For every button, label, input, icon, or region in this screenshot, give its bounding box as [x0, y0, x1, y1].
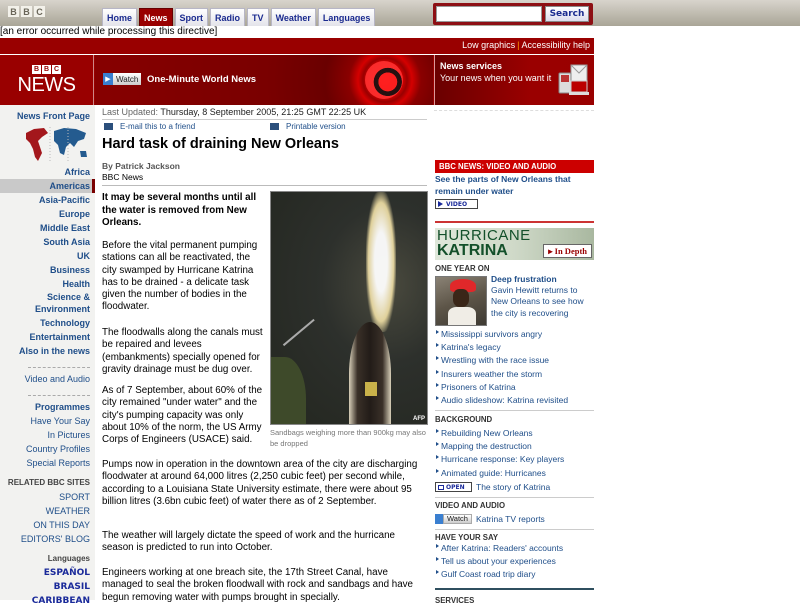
- tab-tv[interactable]: TV: [247, 8, 269, 26]
- list-item-link[interactable]: Prisoners of Katrina: [435, 381, 594, 394]
- tab-home[interactable]: Home: [102, 8, 137, 26]
- globe-icon: [365, 61, 403, 99]
- last-updated: [102, 107, 427, 120]
- sidebar-item-label: Environment: [34, 303, 90, 314]
- article-paragraph: Before the vital permanent pumping stations can all be reactivated, the city swamped by Hurricane Katrina has to be drained - a delicate task given the number of bodies in the floodwater.: [102, 240, 258, 313]
- search-form: [433, 3, 593, 25]
- logo-letter: C: [53, 66, 60, 73]
- sidebar-item-also-in-the-news[interactable]: Also in the news: [18, 346, 90, 356]
- sidebar-nav: [0, 165, 95, 608]
- related-link-weather[interactable]: WEATHER: [45, 506, 90, 516]
- sidebar-item-special-reports[interactable]: Special Reports: [26, 458, 90, 468]
- video-button-label: VIDEO: [446, 200, 468, 208]
- play-icon: [438, 201, 443, 207]
- list-item-link[interactable]: Mississippi survivors angry: [435, 328, 594, 341]
- site-nav-tabs: [102, 8, 375, 26]
- printer-icon: [270, 123, 279, 130]
- tab-radio[interactable]: Radio: [210, 8, 245, 26]
- search-button[interactable]: Search: [545, 6, 589, 22]
- photo-truck: [365, 382, 377, 396]
- sidebar-item-africa[interactable]: Africa: [64, 167, 90, 177]
- search-input[interactable]: [436, 6, 542, 22]
- server-error-message: [an error occurred while processing this directive]: [0, 26, 218, 37]
- banner-line1: HURRICANE: [437, 228, 531, 244]
- envelope-icon: [104, 123, 113, 130]
- related-link-editors-blog[interactable]: EDITORS' BLOG: [20, 534, 90, 544]
- thumbnail-shirt: [448, 307, 476, 326]
- article-headline: Hard task of draining New Orleans: [102, 136, 339, 152]
- printable-version-link[interactable]: [270, 122, 346, 131]
- one-year-on-links: [435, 328, 594, 407]
- have-your-say-heading: HAVE YOUR SAY: [435, 533, 499, 542]
- banner-line2: KATRINA: [437, 242, 508, 259]
- sidebar-item-asia-pacific[interactable]: Asia-Pacific: [38, 195, 90, 205]
- tab-languages[interactable]: Languages: [318, 8, 376, 26]
- divider: [28, 358, 90, 368]
- last-updated-value: Thursday, 8 September 2005, 21:25 GMT 22:25 UK: [160, 107, 367, 117]
- last-updated-label: Last Updated:: [102, 107, 159, 117]
- hurricane-katrina-in-depth-banner[interactable]: [435, 228, 594, 260]
- article-paragraph: Engineers working at one breach site, the 17th Street Canal, have managed to seal the broken floodwall with rock and sandbags and have begun removing water with pumps brought in specially.: [102, 567, 413, 603]
- logo-letter: B: [43, 66, 50, 73]
- photo-land: [271, 357, 306, 425]
- bbc-news-logo[interactable]: [0, 55, 94, 105]
- divider: [435, 529, 594, 530]
- sidebar-item-europe[interactable]: Europe: [58, 209, 90, 219]
- article-paragraph: Pumps now in operation in the downtown area of the city are discharging floodwater at around 64,000 litres (2,250 cubic feet) per second while, according to a Louisiana State University estimate, there were about 95 billion litres (3.6bn cubic feet) of water there as of 2 September.: [102, 459, 418, 507]
- language-link-brasil[interactable]: BRASIL: [53, 582, 90, 592]
- sidebar-item-entertainment[interactable]: Entertainment: [29, 332, 90, 342]
- divider: [435, 410, 594, 411]
- sidebar-item-americas[interactable]: Americas: [0, 179, 95, 193]
- article-photo: [270, 191, 428, 425]
- photo-levee: [349, 322, 391, 425]
- language-link-caribbean[interactable]: CARIBBEAN: [31, 596, 90, 606]
- sidebar-item-news-front-page[interactable]: News Front Page: [16, 111, 90, 121]
- list-item-link[interactable]: Katrina's legacy: [435, 341, 594, 354]
- low-graphics-link[interactable]: Low graphics: [462, 40, 516, 50]
- languages-heading: Languages: [47, 554, 90, 563]
- sidebar-item-programmes[interactable]: Programmes: [34, 402, 90, 412]
- watch-button[interactable]: Watch: [443, 514, 472, 524]
- divider: [102, 185, 427, 186]
- logo-letter: B: [8, 6, 19, 17]
- play-icon[interactable]: [435, 514, 443, 524]
- feature-title-link[interactable]: Deep frustration: [491, 274, 557, 284]
- one-minute-news-title[interactable]: One-Minute World News: [147, 74, 257, 85]
- list-item-link[interactable]: Rebuilding New Orleans: [435, 427, 594, 440]
- sidebar-item-video-and-audio[interactable]: Video and Audio: [24, 374, 90, 384]
- one-year-on-heading: ONE YEAR ON: [435, 264, 490, 273]
- sidebar-item-business[interactable]: Business: [49, 265, 90, 275]
- thumbnail-face: [453, 289, 469, 307]
- background-links: [435, 427, 594, 480]
- logo-letter: B: [33, 66, 40, 73]
- have-your-say-links: [435, 542, 594, 582]
- tab-weather[interactable]: Weather: [271, 8, 316, 26]
- divider: [435, 588, 594, 590]
- byline-author: By Patrick Jackson: [102, 161, 180, 171]
- article-paragraph: As of 7 September, about 60% of the city remained "under water" and the city's pumping capacity was only about 10% of the norm, the US Army Corps of Engineers (USACE) said.: [102, 385, 263, 446]
- play-icon: ▶: [103, 73, 113, 85]
- one-minute-news-banner[interactable]: [95, 55, 433, 105]
- tab-sport[interactable]: Sport: [175, 8, 209, 26]
- tab-news[interactable]: News: [139, 8, 173, 26]
- print-link-label: Printable version: [286, 122, 346, 131]
- logo-word: NEWS: [17, 74, 76, 96]
- related-link-sport[interactable]: SPORT: [59, 492, 90, 502]
- list-item-link[interactable]: Hurricane response: Key players: [435, 453, 594, 466]
- list-item-link[interactable]: Wrestling with the race issue: [435, 354, 594, 367]
- sidebar-item-science-environment[interactable]: [0, 291, 95, 316]
- window-icon: [438, 485, 444, 490]
- divider: [434, 105, 594, 111]
- top-navigation-bar: [0, 0, 800, 26]
- video-feature-link[interactable]: See the parts of New Orleans that remain under water: [435, 174, 571, 196]
- background-heading: BACKGROUND: [435, 415, 493, 424]
- email-to-friend-link[interactable]: [104, 122, 195, 131]
- news-services-title: News services: [440, 61, 503, 71]
- accessibility-help-link[interactable]: Accessibility help: [521, 40, 590, 50]
- language-link-espanol[interactable]: ESPAÑOL: [43, 568, 90, 578]
- left-sidebar: [0, 105, 95, 606]
- list-item-link[interactable]: After Katrina: Readers' accounts: [435, 542, 594, 555]
- article-paragraph: The floodwalls along the canals must be repaired and levees (embankments) specially opened for gravity drainage must be dug over.: [102, 327, 263, 375]
- sidebar-item-technology[interactable]: Technology: [40, 318, 90, 328]
- services-heading: SERVICES: [435, 596, 475, 605]
- watch-button[interactable]: [103, 73, 141, 85]
- article-intro: It may be several months until all the water is removed from New Orleans.: [102, 192, 257, 228]
- list-item-link[interactable]: Animated guide: Hurricanes: [435, 467, 594, 480]
- open-button-label: OPEN: [446, 483, 465, 491]
- katrina-tv-reports-row: [435, 514, 545, 524]
- divider: [435, 221, 594, 223]
- feature-summary: Gavin Hewitt returns to New Orleans to see how the city is recovering: [491, 285, 584, 318]
- news-services-subtitle: Your news when you want it: [440, 73, 552, 83]
- feature-thumbnail[interactable]: [435, 276, 487, 326]
- utility-strip: [0, 38, 594, 54]
- masthead: [0, 55, 594, 105]
- open-button[interactable]: [435, 482, 472, 492]
- bbc-logo[interactable]: [8, 6, 45, 17]
- devices-icon: [557, 63, 589, 99]
- article-paragraph: The weather will largely dictate the speed of work and the hurricane season is predicted to run into October.: [102, 530, 395, 554]
- sidebar-item-middle-east[interactable]: Middle East: [39, 223, 90, 233]
- email-link-label: E-mail this to a friend: [120, 122, 196, 131]
- list-item-link[interactable]: Tell us about your experiences: [435, 555, 594, 568]
- photo-spray: [366, 192, 396, 332]
- list-item-link[interactable]: Audio slideshow: Katrina revisited: [435, 394, 594, 407]
- photo-credit: AFP: [413, 416, 425, 422]
- story-of-katrina-link[interactable]: The story of Katrina: [476, 482, 551, 492]
- photo-caption: Sandbags weighing more than 900kg may also be dropped: [270, 428, 426, 448]
- video-audio-section-heading: VIDEO AND AUDIO: [435, 501, 506, 510]
- logo-letter: C: [34, 6, 45, 17]
- video-audio-heading: BBC NEWS: VIDEO AND AUDIO: [435, 160, 594, 173]
- byline-organization: BBC News: [102, 172, 144, 182]
- sidebar-item-country-profiles[interactable]: Country Profiles: [25, 444, 90, 454]
- sidebar-item-in-pictures[interactable]: In Pictures: [47, 430, 90, 440]
- story-of-katrina-row: [435, 482, 550, 492]
- sidebar-item-health[interactable]: Health: [62, 279, 90, 289]
- in-depth-label: In Depth: [554, 246, 587, 256]
- news-services-banner[interactable]: [434, 55, 594, 105]
- divider: [435, 497, 594, 498]
- related-link-on-this-day[interactable]: ON THIS DAY: [33, 520, 90, 530]
- list-item-link[interactable]: Gulf Coast road trip diary: [435, 568, 594, 581]
- video-button[interactable]: [435, 199, 478, 209]
- watch-label: Watch: [113, 73, 141, 85]
- katrina-tv-reports-link[interactable]: Katrina TV reports: [475, 514, 545, 524]
- related-sites-heading: RELATED BBC SITES: [7, 478, 90, 487]
- divider: [28, 386, 90, 396]
- sidebar-item-have-your-say[interactable]: Have Your Say: [30, 416, 90, 426]
- in-depth-button[interactable]: ▸ In Depth: [543, 244, 592, 258]
- separator: |: [517, 40, 520, 50]
- list-item-link[interactable]: Insurers weather the storm: [435, 368, 594, 381]
- sidebar-item-label: Science &: [46, 292, 90, 302]
- sidebar-item-uk[interactable]: UK: [77, 251, 90, 261]
- sidebar-item-south-asia[interactable]: South Asia: [43, 237, 90, 247]
- list-item-link[interactable]: Mapping the destruction: [435, 440, 594, 453]
- world-map-icon[interactable]: [24, 125, 90, 165]
- logo-letter: B: [21, 6, 32, 17]
